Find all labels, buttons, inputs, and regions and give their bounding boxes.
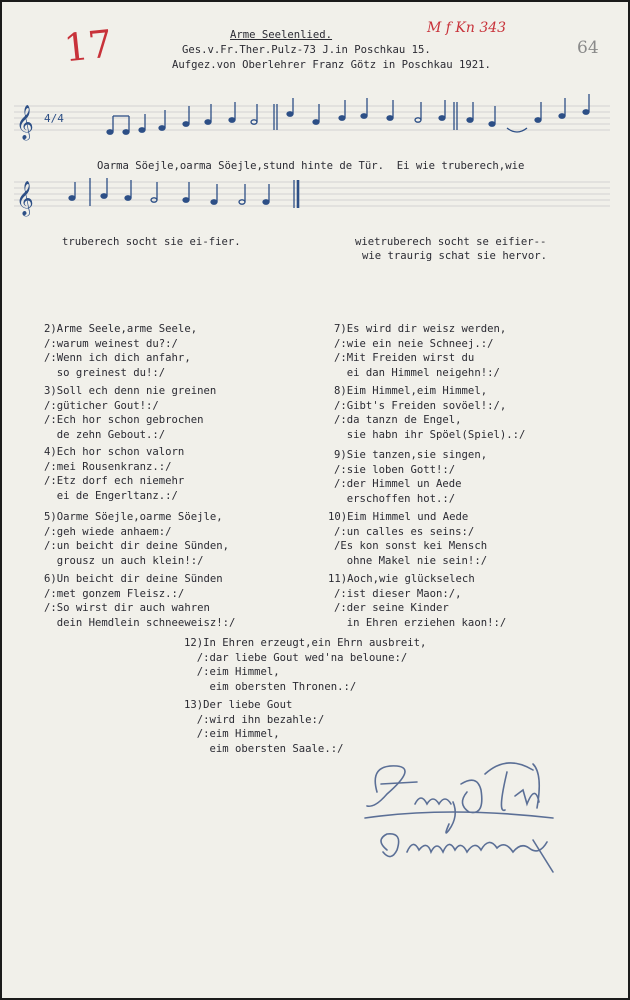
stanza-line: /:So wirst dir auch wahren xyxy=(44,602,210,615)
stanza-line: /:un calles es seins:/ xyxy=(334,525,475,538)
stanza-line: 2)Arme Seele,arme Seele, xyxy=(44,323,198,335)
stanza-line: /:warum weinest du?:/ xyxy=(44,337,178,350)
stanza-line: /:geh wiede anhaem:/ xyxy=(44,525,172,538)
stanza-line: /:Ech hor schon gebrochen xyxy=(44,414,204,427)
stanza-line: /:eim Himmel, xyxy=(184,728,280,741)
notes-staff-2 xyxy=(69,178,298,208)
handwritten-signature xyxy=(357,744,577,894)
stanza-line: /:da tanzn de Engel, xyxy=(334,414,462,427)
source-line: Ges.v.Fr.Ther.Pulz-73 J.in Poschkau 15. xyxy=(182,44,431,56)
treble-clef-icon: 𝄞 xyxy=(16,105,34,140)
stanza-line: 13)Der liebe Gout xyxy=(184,699,293,711)
stanza-line: /:wie ein neie Schneej.:/ xyxy=(334,337,494,350)
stanza-line: in Ehren erziehen kaon!:/ xyxy=(334,616,507,629)
music-notation xyxy=(2,2,628,242)
lyric-line-2-right-b: wie traurig schat sie hervor. xyxy=(362,250,547,262)
lyric-line-2-right-a: wietruberech socht se eifier-- xyxy=(355,236,547,248)
stanza-line: 5)Oarme Söejle,oarme Söejle, xyxy=(44,511,223,523)
stanza-line: 6)Un beicht dir deine Sünden xyxy=(44,573,223,585)
stanza-line: /:Mit Freiden wirst du xyxy=(334,352,475,365)
stanza-line: de zehn Gebout.:/ xyxy=(44,428,166,441)
recorder-line: Aufgez.von Oberlehrer Franz Götz in Poschkau 1921. xyxy=(172,59,491,71)
stanza-line: /:mei Rousenkranz.:/ xyxy=(44,460,172,473)
stanza-line: erschoffen hot.:/ xyxy=(334,492,456,505)
stanza-line: /:sie loben Gott!:/ xyxy=(334,463,456,476)
stanza-line: /:güticher Gout!:/ xyxy=(44,399,159,412)
stanza-line: sie habn ihr Spöel(Spiel).:/ xyxy=(334,428,526,441)
archival-page xyxy=(2,2,628,998)
stanza-line: so greinest du!:/ xyxy=(44,366,166,379)
stanza-line: eim obersten Thronen.:/ xyxy=(184,680,357,693)
stanza-line: 10)Eim Himmel und Aede xyxy=(328,511,469,523)
stanza-line: 4)Ech hor schon valorn xyxy=(44,446,185,458)
stanza-line: ohne Makel nie sein!:/ xyxy=(334,554,488,567)
stanza-line: /:Gibt's Freiden sovöel!:/, xyxy=(334,399,507,412)
stanza-line: 9)Sie tanzen,sie singen, xyxy=(334,449,488,461)
staff-1 xyxy=(14,106,610,130)
song-title: Arme Seelenlied. xyxy=(230,29,333,41)
lyric-line-2-left: truberech socht sie ei-fier. xyxy=(62,236,241,248)
treble-clef-icon: 𝄞 xyxy=(16,181,34,216)
stanza-line: /:Etz dorf ech niemehr xyxy=(44,475,185,488)
stanza-line: /:un beicht dir deine Sünden, xyxy=(44,540,229,553)
stanza-line: grousz un auch klein!:/ xyxy=(44,554,204,567)
archive-number: 17 xyxy=(61,21,115,71)
stanza-line: /:ist dieser Maon:/, xyxy=(334,587,462,600)
time-signature: 4/4 xyxy=(44,112,64,125)
page-number: 64 xyxy=(577,38,599,58)
stanza-line: 11)Aoch,wie glückselech xyxy=(328,573,475,585)
stanza-line: /:Wenn ich dich anfahr, xyxy=(44,352,191,365)
notes-staff-1 xyxy=(107,94,589,134)
stanza-line: /:met gonzem Fleisz.:/ xyxy=(44,587,185,600)
stanza-line: /:wird ihn bezahle:/ xyxy=(184,713,325,726)
stanza-line: 7)Es wird dir weisz werden, xyxy=(334,323,507,335)
stanza-line: 8)Eim Himmel,eim Himmel, xyxy=(334,385,488,397)
stanza-line: ei de Engerltanz.:/ xyxy=(44,489,178,502)
stanza-line: /Es kon sonst kei Mensch xyxy=(334,540,488,553)
stanza-line: /:der Himmel un Aede xyxy=(334,478,462,491)
stanza-line: /:eim Himmel, xyxy=(184,666,280,679)
archive-shelfmark: M f Kn 343 xyxy=(427,20,507,36)
stanza-line: /:der seine Kinder xyxy=(334,602,449,615)
stanza-line: /:dar liebe Gout wed'na beloune:/ xyxy=(184,651,408,664)
stanza-line: ei dan Himmel neigehn!:/ xyxy=(334,366,500,379)
stanza-line: 12)In Ehren erzeugt,ein Ehrn ausbreit, xyxy=(184,637,427,649)
stanza-line: dein Hemdlein schneeweisz!:/ xyxy=(44,616,236,629)
stanza-line: eim obersten Saale.:/ xyxy=(184,742,344,755)
lyric-line-1: Oarma Söejle,oarma Söejle,stund hinte de Tür. Ei wie truberech,wie xyxy=(97,160,525,172)
stanza-line: 3)Soll ech denn nie greinen xyxy=(44,385,217,397)
